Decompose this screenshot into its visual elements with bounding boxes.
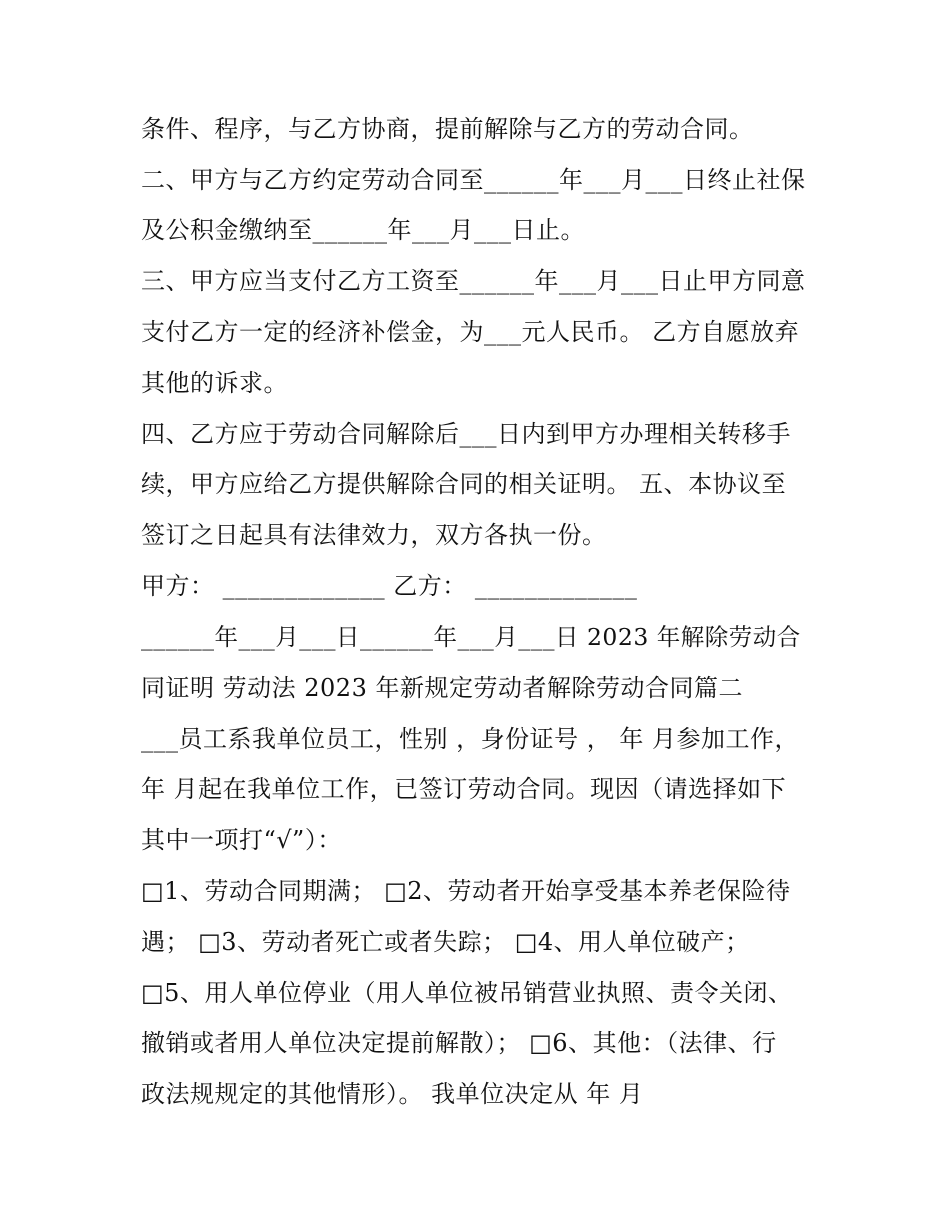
text-line-2: 二、甲方与乙方约定劳动合同至______年___月___日终止社保 [141,166,806,194]
text-line-17: 遇； □3、劳动者死亡或者失踪； □4、用人单位破产； [141,928,750,956]
text-line-20: 政法规规定的其他情形）。 我单位决定从 年 月 [141,1080,644,1108]
text-line-5: 支付乙方一定的经济补偿金，为___元人民币。 乙方自愿放弃 [141,318,800,346]
text-line-10: 甲方： _____________ 乙方： _____________ [141,572,638,600]
text-line-3: 及公积金缴纳至______年___月___日止。 [141,216,585,244]
text-line-19: 撤销或者用人单位决定提前解散）； □6、其他：（法律、行 [141,1029,777,1057]
text-line-8: 续，甲方应给乙方提供解除合同的相关证明。 五、本协议至 [141,470,787,498]
text-line-1: 条件、程序，与乙方协商，提前解除与乙方的劳动合同。 [141,115,754,143]
text-line-6: 其他的诉求。 [141,369,288,397]
text-line-16: □1、劳动合同期满； □2、劳动者开始享受基本养老保险待 [141,877,791,905]
text-line-15: 其中一项打“√”）： [141,826,342,854]
text-line-11: ______年___月___日______年___月___日 2023 年解除劳动合 [141,623,801,651]
text-line-13: ___员工系我单位员工，性别 ，身份证号 ， 年 月参加工作， [141,725,800,753]
text-line-18: □5、用人单位停业（用人单位被吊销营业执照、责令关闭、 [141,979,793,1007]
text-line-4: 三、甲方应当支付乙方工资至______年___月___日止甲方同意 [141,267,806,295]
text-line-12: 同证明 劳动法 2023 年新规定劳动者解除劳动合同篇二 [141,674,743,702]
text-line-7: 四、乙方应于劳动合同解除后___日内到甲方办理相关转移手 [141,420,791,448]
text-line-9: 签订之日起具有法律效力，双方各执一份。 [141,521,607,549]
text-line-14: 年 月起在我单位工作，已签订劳动合同。现因（请选择如下 [141,775,787,803]
